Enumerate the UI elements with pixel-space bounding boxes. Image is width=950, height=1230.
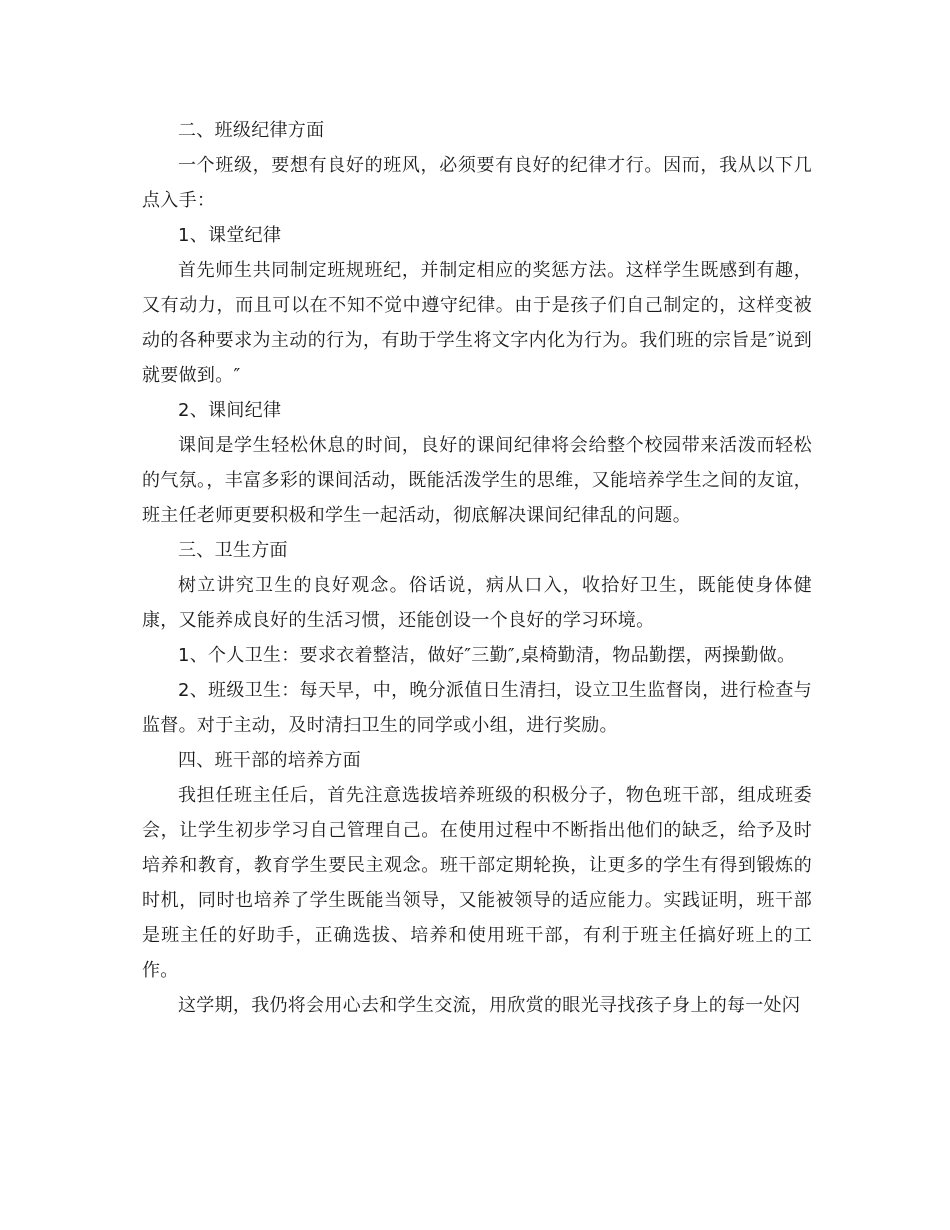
subheading-classroom-discipline: 1、课堂纪律 — [178, 225, 282, 246]
document-body — [142, 113, 812, 1023]
paragraph-break-discipline: 课间是学生轻松休息的时间，良好的课间纪律将会给整个校园带来活泼而轻松的气氛。，丰富多彩的课间活动，既能活泼学生的思维，又能培养学生之间的友谊，班主任老师更要积极和学生一起活动，彻底解决课间纪律乱的问题。 — [142, 435, 812, 526]
paragraph-discipline-intro: 一个班级，要想有良好的班风，必须要有良好的纪律才行。因而，我从以下几点入手： — [142, 155, 812, 211]
paragraph-personal-hygiene: 1、个人卫生：要求衣着整洁，做好″三勤″,桌椅勤清，物品勤摆，两操勤做。 — [178, 645, 796, 666]
paragraph-class-cadres: 我担任班主任后，首先注意选拔培养班级的积极分子，物色班干部，组成班委会，让学生初步学习自己管理自己。在使用过程中不断指出他们的缺乏，给予及时培养和教育，教育学生要民主观念。班干部定期轮换，让更多的学生有得到锻炼的时机，同时也培养了学生既能当领导，又能被领导的适应能力。实践证明，班干部是班主任的好助手，正确选拔、培养和使用班干部，有利于班主任搞好班上的工作。 — [142, 785, 812, 981]
paragraph-semester-plan: 这学期，我仍将会用心去和学生交流，用欣赏的眼光寻找孩子身上的每一处闪 — [178, 995, 801, 1016]
section-heading-hygiene: 三、卫生方面 — [178, 540, 288, 561]
section-heading-discipline: 二、班级纪律方面 — [178, 120, 325, 141]
paragraph-hygiene-intro: 树立讲究卫生的良好观念。俗话说，病从口入，收拾好卫生，既能使身体健康，又能养成良好的生活习惯，还能创设一个良好的学习环境。 — [142, 575, 812, 631]
paragraph-classroom-discipline: 首先师生共同制定班规班纪，并制定相应的奖惩方法。这样学生既感到有趣，又有动力，而且可以在不知不觉中遵守纪律。由于是孩子们自己制定的，这样变被动的各种要求为主动的行为，有助于学生将文字内化为行为。我们班的宗旨是″说到就要做到。″ — [142, 260, 812, 386]
subheading-break-discipline: 2、课间纪律 — [178, 400, 282, 421]
section-heading-class-cadres: 四、班干部的培养方面 — [178, 750, 361, 771]
paragraph-class-hygiene: 2、班级卫生：每天早，中，晚分派值日生清扫，设立卫生监督岗，进行检查与监督。对于主动，及时清扫卫生的同学或小组，进行奖励。 — [142, 680, 812, 736]
